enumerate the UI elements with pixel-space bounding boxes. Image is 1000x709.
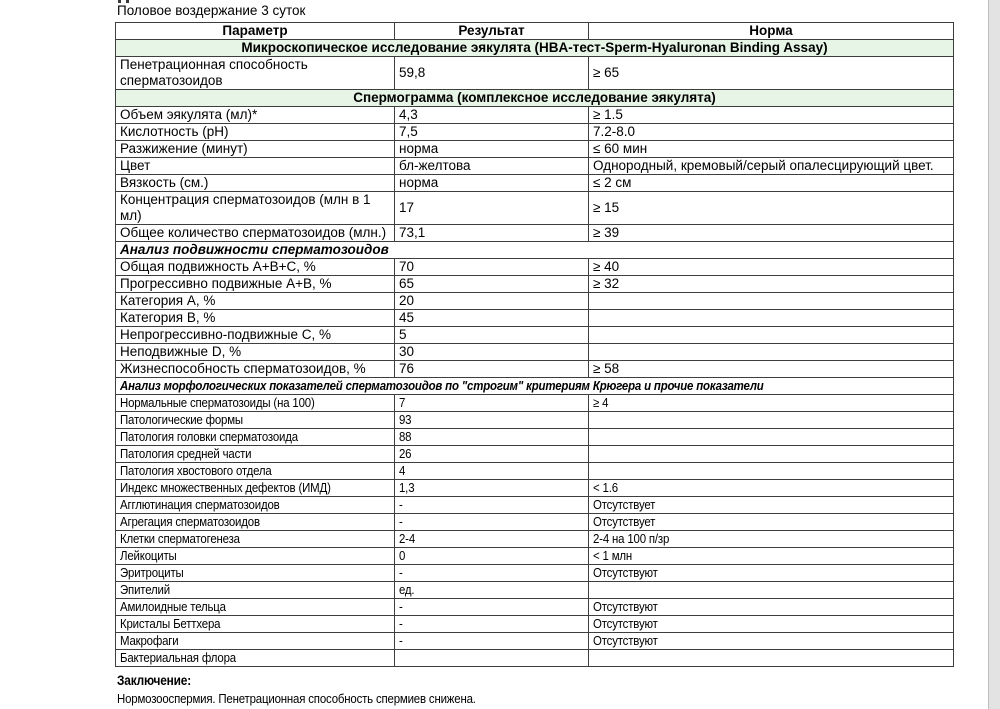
result-cell-text: ед. <box>399 582 415 597</box>
param-cell-text: Категория B, % <box>120 310 216 325</box>
norm-cell-text: Отсутствует <box>593 497 656 512</box>
result-cell <box>395 225 589 242</box>
table-row <box>116 124 954 141</box>
param-cell <box>116 650 395 667</box>
norm-cell <box>589 310 954 327</box>
page-edge-strip <box>988 0 1000 709</box>
result-cell-text: - <box>399 633 403 648</box>
norm-cell-text: ≥ 39 <box>593 225 620 240</box>
table-row <box>116 548 954 565</box>
table-row <box>116 344 954 361</box>
norm-cell <box>589 650 954 667</box>
norm-cell <box>589 633 954 650</box>
param-cell <box>116 141 395 158</box>
result-cell-text: 4 <box>399 463 406 478</box>
result-cell-text: - <box>399 599 403 614</box>
result-cell <box>395 57 589 90</box>
result-cell <box>395 446 589 463</box>
result-cell-text: 59,8 <box>399 65 426 80</box>
section-title-text: Микроскопическое исследование эякулята (HBA-тест-Sperm-Hyaluronan Binding Assay) <box>241 40 828 55</box>
result-cell <box>395 361 589 378</box>
table-row <box>116 633 954 650</box>
norm-cell-text: < 1 млн <box>593 548 633 563</box>
norm-cell-text: ≥ 65 <box>593 65 620 80</box>
norm-cell-text: ≥ 40 <box>593 259 620 274</box>
norm-cell <box>589 599 954 616</box>
param-cell-text: Вязкость (см.) <box>120 175 209 190</box>
conclusion-text: Нормозооспермия. Пенетрационная способность спермиев снижена. <box>117 691 476 706</box>
abstinence-note: Половое воздержание 3 суток <box>117 3 306 18</box>
norm-cell <box>589 531 954 548</box>
param-cell <box>116 429 395 446</box>
result-cell <box>395 158 589 175</box>
norm-cell-text: Отсутствует <box>593 514 656 529</box>
param-cell <box>116 480 395 497</box>
param-cell-text: Макрофаги <box>120 633 179 648</box>
result-cell-text: - <box>399 497 403 512</box>
norm-cell-text: < 1.6 <box>593 480 618 495</box>
result-cell-text: 70 <box>399 259 415 274</box>
norm-cell <box>589 616 954 633</box>
norm-cell-text: 7.2-8.0 <box>593 124 636 139</box>
table-row <box>116 582 954 599</box>
param-cell <box>116 276 395 293</box>
result-cell <box>395 497 589 514</box>
norm-cell <box>589 514 954 531</box>
result-cell <box>395 293 589 310</box>
table-body <box>116 40 954 667</box>
norm-cell <box>589 141 954 158</box>
result-cell <box>395 259 589 276</box>
column-header-2: Норма <box>589 23 954 40</box>
result-cell <box>395 276 589 293</box>
param-cell <box>116 225 395 242</box>
norm-cell-text: ≥ 1.5 <box>593 107 623 122</box>
norm-cell-text: ≥ 32 <box>593 276 620 291</box>
norm-cell <box>589 225 954 242</box>
header-row <box>116 23 954 40</box>
norm-cell-text: Однородный, кремовый/серый опалесцирующий цвет. <box>593 158 934 173</box>
param-cell-text: Прогрессивно подвижные A+B, % <box>120 276 332 291</box>
param-cell-text: Жизнеспособность сперматозоидов, % <box>120 361 366 376</box>
result-cell <box>395 463 589 480</box>
param-cell <box>116 531 395 548</box>
norm-cell <box>589 259 954 276</box>
norm-cell <box>589 412 954 429</box>
param-cell <box>116 259 395 276</box>
param-cell <box>116 327 395 344</box>
param-cell-text: Эпителий <box>120 582 170 597</box>
section-bold-row <box>116 242 954 259</box>
result-cell-text: 73,1 <box>399 225 426 240</box>
result-cell-text: 0 <box>399 548 406 563</box>
table-row <box>116 158 954 175</box>
param-cell-text: Неподвижные D, % <box>120 344 242 359</box>
table-row <box>116 259 954 276</box>
result-cell <box>395 480 589 497</box>
param-cell <box>116 158 395 175</box>
result-cell <box>395 548 589 565</box>
section-title-cell <box>116 242 954 259</box>
norm-cell <box>589 57 954 90</box>
result-cell <box>395 395 589 412</box>
param-cell-text: Кристалы Беттхера <box>120 616 221 631</box>
param-cell-text: Цвет <box>120 158 151 173</box>
norm-cell <box>589 327 954 344</box>
result-cell <box>395 429 589 446</box>
result-cell <box>395 412 589 429</box>
table-row <box>116 514 954 531</box>
result-cell <box>395 107 589 124</box>
norm-cell <box>589 565 954 582</box>
param-cell <box>116 565 395 582</box>
table-row <box>116 192 954 225</box>
param-cell-text: Общая подвижность A+B+C, % <box>120 259 316 274</box>
norm-cell <box>589 463 954 480</box>
report-page <box>115 2 953 708</box>
param-cell-text: Индекс множественных дефектов (ИМД) <box>120 480 331 495</box>
column-header-0: Параметр <box>116 23 395 40</box>
table-row <box>116 395 954 412</box>
param-cell <box>116 395 395 412</box>
norm-cell <box>589 293 954 310</box>
result-cell-text: 7 <box>399 395 406 410</box>
norm-cell <box>589 158 954 175</box>
table-row <box>116 327 954 344</box>
norm-cell-text: 2-4 на 100 п/зр <box>593 531 670 546</box>
result-cell-text: 7,5 <box>399 124 418 139</box>
norm-cell-text: Отсутствуют <box>593 633 658 648</box>
table-row <box>116 497 954 514</box>
result-cell <box>395 582 589 599</box>
result-cell-text: 93 <box>399 412 412 427</box>
norm-cell <box>589 548 954 565</box>
section-green-row <box>116 90 954 107</box>
section-title-text: Анализ подвижности сперматозоидов <box>120 242 389 257</box>
column-header-1: Результат <box>395 23 589 40</box>
norm-cell-text: ≥ 15 <box>593 200 620 215</box>
param-cell-text: Клетки сперматогенеза <box>120 531 240 546</box>
param-cell <box>116 412 395 429</box>
norm-cell <box>589 361 954 378</box>
table-row <box>116 616 954 633</box>
result-cell <box>395 514 589 531</box>
table-row <box>116 141 954 158</box>
table-row <box>116 463 954 480</box>
param-cell <box>116 192 395 225</box>
param-cell <box>116 633 395 650</box>
result-cell-text: бл-желтова <box>399 158 471 173</box>
section-green-row <box>116 40 954 57</box>
table-row <box>116 650 954 667</box>
table-row <box>116 412 954 429</box>
norm-cell <box>589 276 954 293</box>
param-cell <box>116 497 395 514</box>
table-row <box>116 293 954 310</box>
section-bold-row <box>116 378 954 395</box>
norm-cell <box>589 480 954 497</box>
result-cell <box>395 599 589 616</box>
param-cell-text: Патология средней части <box>120 446 252 461</box>
section-title-cell <box>116 40 954 57</box>
result-cell-text: норма <box>399 175 439 190</box>
param-cell <box>116 361 395 378</box>
table-row <box>116 361 954 378</box>
param-cell <box>116 548 395 565</box>
norm-cell-text: ≤ 60 мин <box>593 141 648 156</box>
conclusion-label: Заключение: <box>117 673 192 688</box>
result-cell-text: 26 <box>399 446 412 461</box>
param-cell-text: Патологические формы <box>120 412 243 427</box>
table-row <box>116 429 954 446</box>
param-cell-text: Эритроциты <box>120 565 184 580</box>
norm-cell <box>589 395 954 412</box>
table-row <box>116 480 954 497</box>
param-cell <box>116 293 395 310</box>
result-cell-text: 4,3 <box>399 107 418 122</box>
param-cell-text: Патология головки сперматозоида <box>120 429 298 444</box>
norm-cell <box>589 429 954 446</box>
param-cell <box>116 310 395 327</box>
table-row <box>116 107 954 124</box>
results-table <box>115 22 954 667</box>
param-cell-text: Бактериальная флора <box>120 650 236 665</box>
param-cell-text: Патология хвостового отдела <box>120 463 272 478</box>
result-cell <box>395 650 589 667</box>
param-cell-text: Агрегация сперматозоидов <box>120 514 260 529</box>
table-row <box>116 310 954 327</box>
param-cell <box>116 616 395 633</box>
result-cell-text: 1,3 <box>399 480 415 495</box>
section-title-text: Спермограмма (комплексное исследование эякулята) <box>353 90 716 105</box>
result-cell-text: 20 <box>399 293 415 308</box>
norm-cell-text: ≥ 4 <box>593 395 609 410</box>
param-cell-text: Кислотность (pH) <box>120 124 229 139</box>
result-cell-text: 5 <box>399 327 407 342</box>
section-title-cell <box>116 90 954 107</box>
norm-cell <box>589 175 954 192</box>
param-cell-text: Амилоидные тельца <box>120 599 226 614</box>
param-cell <box>116 344 395 361</box>
result-cell <box>395 616 589 633</box>
norm-cell-text: Отсутствуют <box>593 599 658 614</box>
param-cell <box>116 107 395 124</box>
param-cell-text: Лейкоциты <box>120 548 177 563</box>
param-cell-text: Нормальные сперматозоиды (на 100) <box>120 395 315 410</box>
norm-cell-text: ≥ 58 <box>593 361 620 376</box>
result-cell <box>395 192 589 225</box>
result-cell <box>395 565 589 582</box>
result-cell <box>395 344 589 361</box>
norm-cell <box>589 124 954 141</box>
table-row <box>116 225 954 242</box>
result-cell-text: 65 <box>399 276 415 291</box>
norm-cell-text: ≤ 2 см <box>593 175 632 190</box>
table-row <box>116 599 954 616</box>
param-cell <box>116 124 395 141</box>
result-cell-text: - <box>399 514 403 529</box>
result-cell <box>395 310 589 327</box>
param-cell-text: Объем эякулята (мл)* <box>120 107 258 122</box>
param-cell-text: Общее количество сперматозоидов (млн.) <box>120 225 387 240</box>
result-cell-text: 88 <box>399 429 412 444</box>
section-title-text: Анализ морфологических показателей сперматозоидов по "строгим" критериям Крюгера и прочие показатели <box>120 378 764 393</box>
result-cell <box>395 327 589 344</box>
section-title-cell <box>116 378 954 395</box>
param-cell-text: Концентрация сперматозоидов (млн в 1 мл) <box>120 192 371 223</box>
table-row <box>116 175 954 192</box>
param-cell <box>116 57 395 90</box>
param-cell <box>116 446 395 463</box>
result-cell-text: 17 <box>399 200 415 215</box>
norm-cell-text: Отсутствуют <box>593 616 658 631</box>
norm-cell <box>589 582 954 599</box>
param-cell <box>116 582 395 599</box>
norm-cell <box>589 497 954 514</box>
param-cell-text: Агглютинация сперматозоидов <box>120 497 280 512</box>
table-row <box>116 565 954 582</box>
table-header <box>116 23 954 40</box>
param-cell <box>116 599 395 616</box>
param-cell-text: Категория A, % <box>120 293 216 308</box>
result-cell-text: 45 <box>399 310 415 325</box>
result-cell <box>395 531 589 548</box>
result-cell-text: 30 <box>399 344 415 359</box>
result-cell <box>395 124 589 141</box>
norm-cell <box>589 344 954 361</box>
result-cell-text: - <box>399 616 403 631</box>
param-cell <box>116 514 395 531</box>
param-cell-text: Непрогрессивно-подвижные C, % <box>120 327 332 342</box>
result-cell <box>395 175 589 192</box>
table-row <box>116 276 954 293</box>
result-cell-text: - <box>399 565 403 580</box>
conclusion-block <box>117 672 953 708</box>
norm-cell <box>589 107 954 124</box>
table-row <box>116 531 954 548</box>
result-cell-text: 2-4 <box>399 531 416 546</box>
param-cell-text: Разжижение (минут) <box>120 141 248 156</box>
result-cell <box>395 633 589 650</box>
norm-cell-text: Отсутствуют <box>593 565 658 580</box>
result-cell-text: 76 <box>399 361 415 376</box>
norm-cell <box>589 192 954 225</box>
norm-cell <box>589 446 954 463</box>
table-row <box>116 57 954 90</box>
table-row <box>116 446 954 463</box>
result-cell-text: норма <box>399 141 439 156</box>
param-cell <box>116 463 395 480</box>
param-cell <box>116 175 395 192</box>
result-cell <box>395 141 589 158</box>
param-cell-text: Пенетрационная способность сперматозоидов <box>120 57 308 88</box>
